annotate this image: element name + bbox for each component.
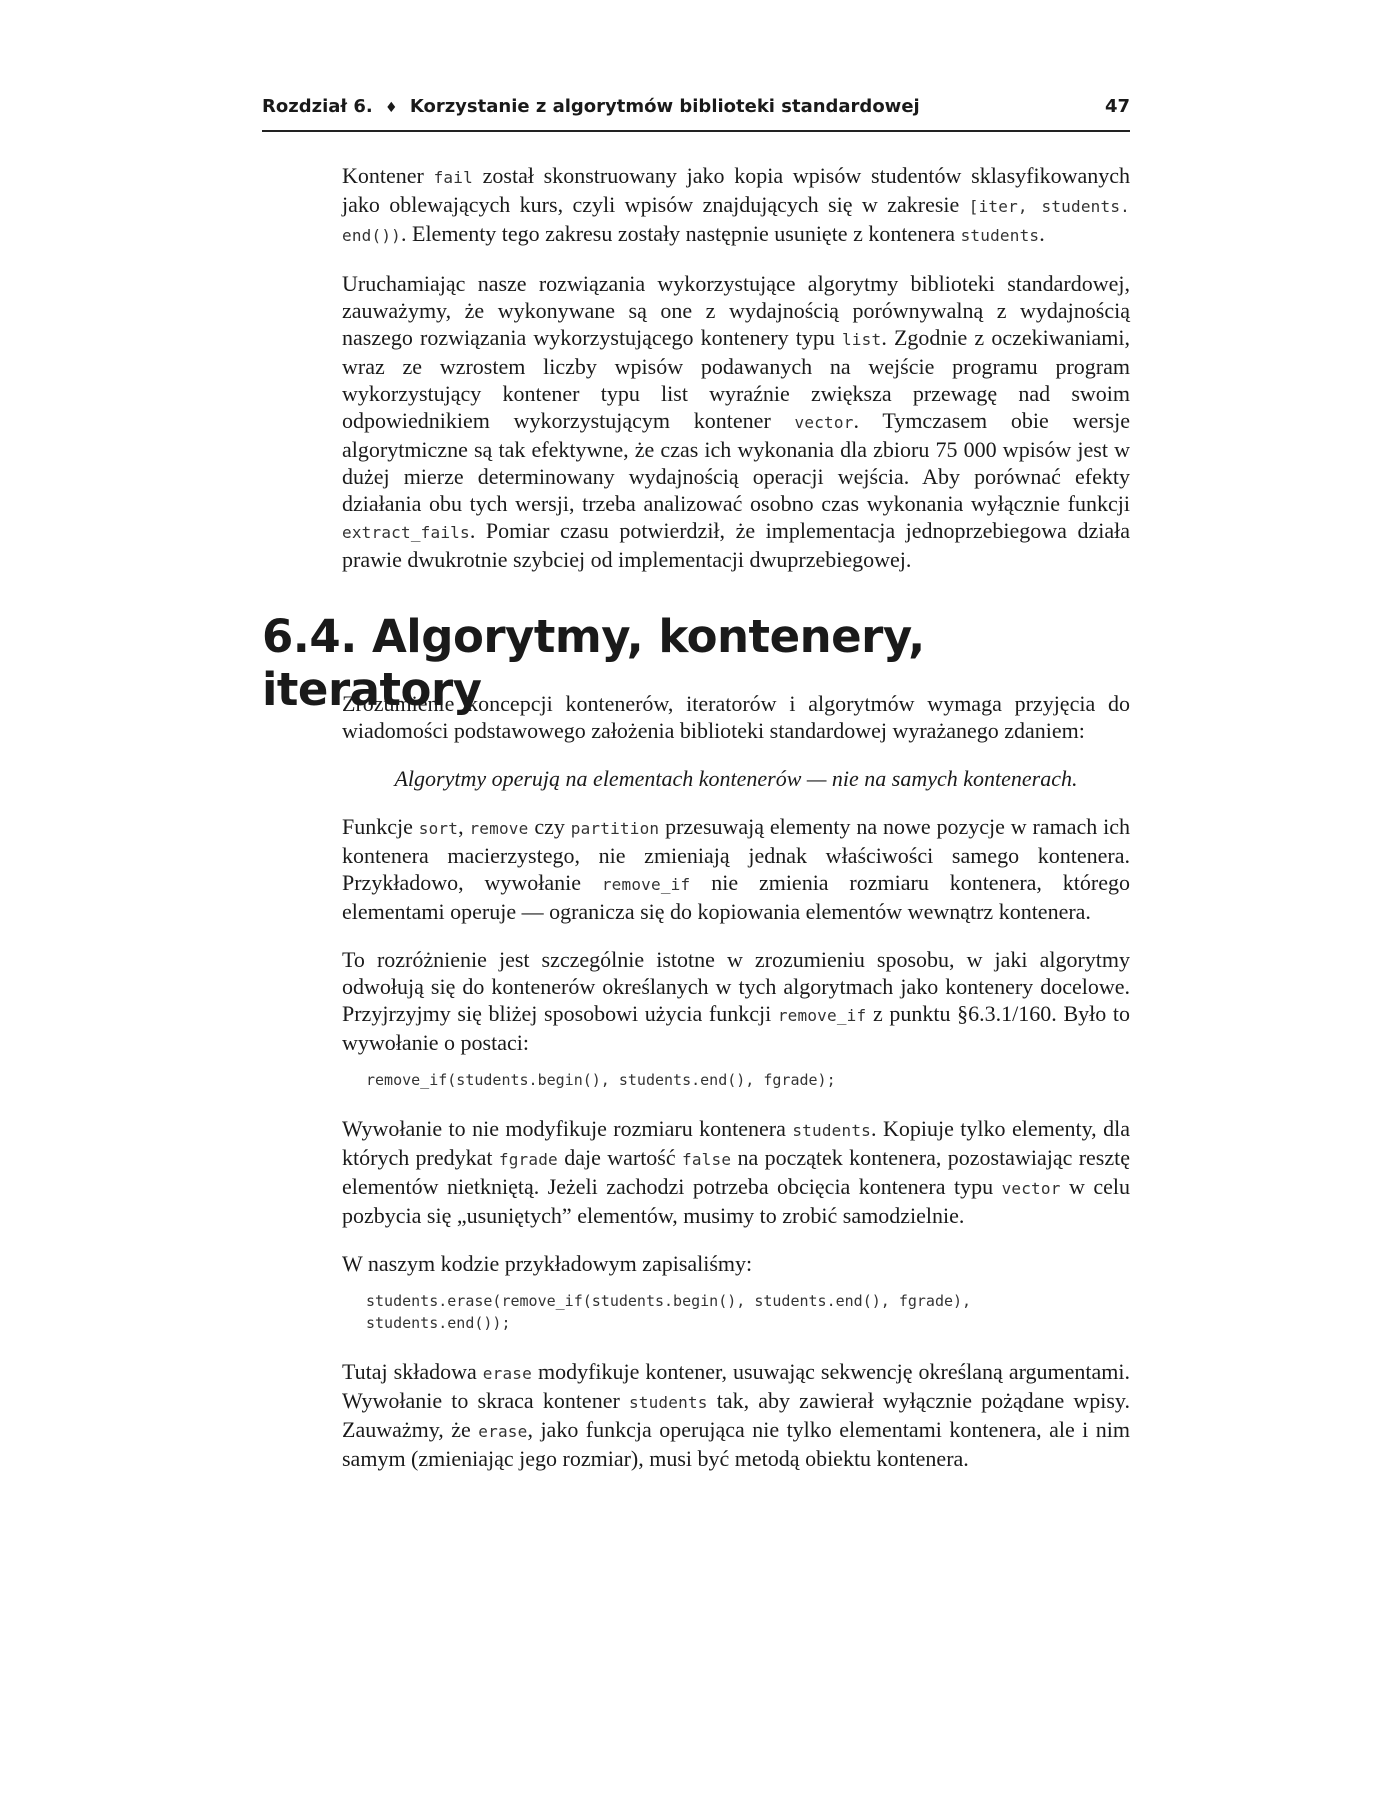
paragraph-no-modify: [342, 1115, 1130, 1229]
code-inline: partition: [570, 819, 660, 838]
code-inline: erase: [478, 1422, 528, 1441]
text: nie zmienia rozmiaru kontenera, którego elementami operuje — ogranicza się do kopiowania elementów wewnątrz kontenera.: [342, 870, 1130, 924]
code-inline: sort: [418, 819, 459, 838]
code-inline: list: [841, 330, 882, 349]
paragraph-performance: [342, 270, 1130, 573]
code-inline: students: [960, 226, 1040, 245]
code-inline: students: [628, 1393, 708, 1412]
paragraph-erase: [342, 1358, 1130, 1472]
code-inline: students: [792, 1121, 872, 1140]
text: . Tymczasem obie wersje algorytmiczne są tak efektywne, że czas ich wykonania dla zbioru 75 000 wpisów jest w dużej mierze determinowany wydajnością operacji wejścia. Aby porównać efekty działania obu tych wersji, trzeba analizować osobno czas wykonania wyłącznie funkcji: [342, 408, 1130, 516]
chapter-label: Rozdział 6.: [262, 96, 373, 117]
text: Kontener: [342, 163, 434, 188]
text: . Elementy tego zakresu zostały następnie usunięte z kontenera: [401, 221, 961, 246]
code-inline: [iter, students. end()): [342, 197, 1130, 245]
code-block-remove-if: remove_if(students.begin(), students.end(), fgrade);: [366, 1071, 836, 1089]
paragraph-fail-container: [342, 162, 1130, 249]
code-block-erase: students.erase(remove_if(students.begin(), students.end(), fgrade), students.end());: [366, 1292, 972, 1332]
paragraph-example-intro: W naszym kodzie przykładowym zapisaliśmy:: [342, 1251, 753, 1276]
text: daje wartość: [557, 1145, 682, 1170]
text: Funkcje: [342, 814, 419, 839]
text: . Pomiar czasu potwierdził, że implementacja jednoprzebiegowa działa prawie dwukrotnie szybciej od implementacji dwuprzebiegowej.: [342, 518, 1130, 572]
code-inline: vector: [1001, 1179, 1061, 1198]
code-inline: fgrade: [498, 1150, 558, 1169]
paragraph-intro: Zrozumienie koncepcji kontenerów, iteratorów i algorytmów wymaga przyjęcia do wiadomości podstawowego założenia biblioteki standardowej wyrażanego zdaniem:: [342, 691, 1130, 743]
text: , jako funkcja operująca nie tylko elementami kontenera, ale i nim samym (zmieniając jego rozmiar), musi być metodą obiektu kontenera.: [342, 1417, 1130, 1471]
text: . Zgodnie z oczekiwaniami, wraz ze wzrostem liczby wpisów podawanych na wejście programu program wykorzystujący kontener typu list wyraźnie zwiększa przewagę nad swoim odpowiednikiem wykorzystującym kontener: [342, 325, 1130, 433]
chapter-title: Korzystanie z algorytmów biblioteki standardowej: [409, 96, 920, 117]
text: tak, aby zawierał wyłącznie pożądane wpisy. Zauważmy, że: [342, 1388, 1130, 1442]
text: Uruchamiając nasze rozwiązania wykorzystujące algorytmy biblioteki standardowej, zauważymy, że wykonywane są one z wydajnością porównywalną z wydajnością naszego rozwiązania wykorzystującego kontenery typu: [342, 271, 1130, 350]
body-text-section: [342, 690, 1130, 1493]
code-inline: extract_fails: [342, 523, 470, 542]
text: w celu pozbycia się „usuniętych” elementów, musimy to zrobić samodzielnie.: [342, 1174, 1131, 1228]
page-number: 47: [1104, 96, 1130, 117]
text: z punktu §6.3.1/160. Było to wywołanie o postaci:: [342, 1001, 1131, 1055]
text: To rozróżnienie jest szczególnie istotne w zrozumieniu sposobu, w jaki algorytmy odwołują się do kontenerów określanych w tych algorytmach jako kontenery docelowe. Przyjrzyjmy się bliżej sposobowi użycia funkcji: [342, 947, 1130, 1026]
code-inline: erase: [482, 1364, 532, 1383]
separator-icon: ♦: [384, 100, 398, 116]
paragraph-functions: [342, 813, 1130, 925]
section-title: 6.4. Algorytmy, kontenery, iteratory: [262, 610, 925, 716]
text: Tutaj składowa: [342, 1359, 483, 1384]
running-header: [262, 96, 1130, 132]
code-inline: remove_if: [601, 875, 691, 894]
body-text-top: [342, 162, 1130, 594]
text: Wywołanie to nie modyfikuje rozmiaru kontenera: [342, 1116, 793, 1141]
code-inline: false: [682, 1150, 732, 1169]
text: został skonstruowany jako kopia wpisów studentów sklasyfikowanych jako oblewających kurs, czyli wpisów znajdujących się w zakresie: [342, 163, 1130, 217]
quote: Algorytmy operują na elementach kontenerów — nie na samych kontenerach.: [394, 766, 1078, 791]
paragraph-distinction: [342, 946, 1130, 1056]
text: na początek kontenera, pozostawiając resztę elementów nietkniętą. Jeżeli zachodzi potrzeba obcięcia kontenera typu: [342, 1145, 1131, 1199]
text: czy: [528, 814, 571, 839]
text: ,: [458, 814, 470, 839]
text: modyfikuje kontener, usuwając sekwencję określaną argumentami. Wywołanie to skraca kontener: [342, 1359, 1130, 1413]
text: . Kopiuje tylko elementy, dla których predykat: [342, 1116, 1130, 1170]
code-inline: vector: [794, 413, 854, 432]
chapter-heading: [262, 96, 920, 117]
text: przesuwają elementy na nowe pozycje w ramach ich kontenera macierzystego, nie zmieniają jednak właściwości samego kontenera. Przykładowo, wywołanie: [342, 814, 1131, 895]
code-inline: remove_if: [777, 1006, 867, 1025]
text: .: [1039, 221, 1045, 246]
code-inline: fail: [433, 168, 473, 187]
code-inline: remove: [469, 819, 529, 838]
